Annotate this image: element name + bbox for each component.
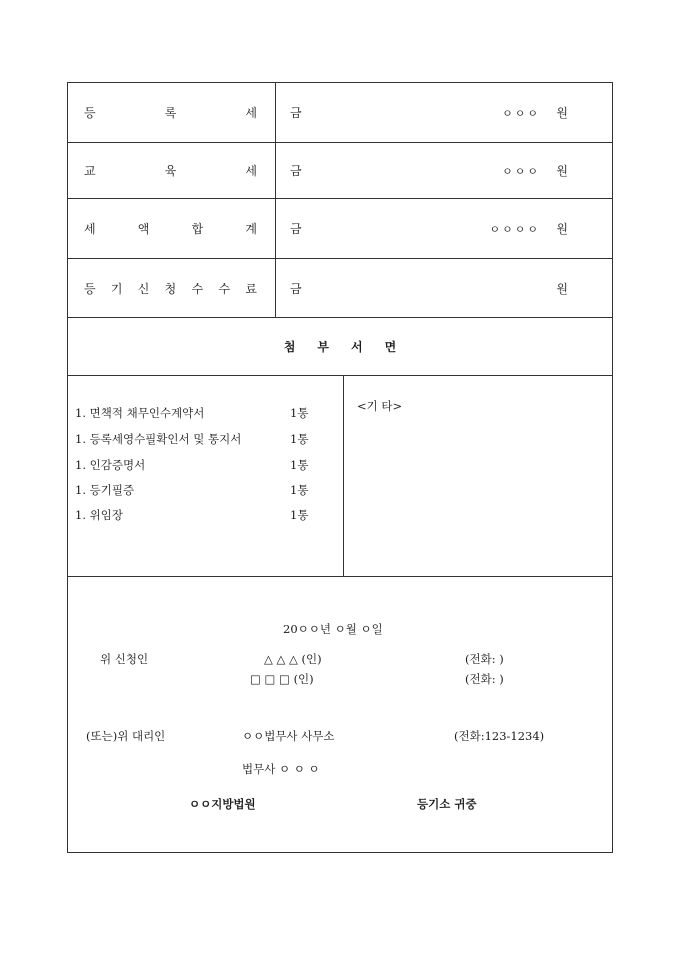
attachment-qty: 1통: [290, 406, 309, 420]
attachment-item: 1. 위임장: [75, 508, 123, 522]
applicant-1: △ △ △ (인): [264, 652, 322, 666]
fee-unit: 원: [556, 106, 568, 120]
fee-label-char: 세: [84, 222, 96, 236]
fee-amount: ㅇㅇㅇ: [502, 106, 540, 120]
agent-phone: (전화:123-1234): [454, 729, 545, 743]
fee-label-char: 합: [191, 222, 204, 236]
fee-label-char: 등: [84, 281, 96, 296]
other-label: <기 타>: [357, 399, 403, 413]
agent-office: ㅇㅇ법무사 사무소: [242, 729, 335, 743]
registration-application-form: [67, 82, 613, 853]
attachments-list: [68, 376, 344, 576]
fee-row-registration-fee: [68, 259, 612, 318]
fee-label-char: 수: [218, 281, 231, 296]
attachment-item: 1. 등기필증: [75, 483, 135, 497]
fee-label: [68, 259, 276, 317]
attachment-qty: 1통: [290, 458, 309, 472]
fee-label-char: 육: [164, 164, 177, 178]
fee-unit: 원: [556, 164, 568, 178]
applicant-2: □ □ □ (인): [250, 672, 314, 686]
fee-amount: ㅇㅇㅇ: [502, 164, 540, 178]
applicant-label: 위 신청인: [100, 652, 149, 666]
attachments-title: 첨부서면: [68, 318, 612, 376]
fee-label-char: 교: [84, 164, 96, 178]
fee-label: [68, 143, 276, 198]
fee-label: [68, 83, 276, 142]
attachment-qty: 1통: [290, 432, 309, 446]
attachment-qty: 1통: [290, 483, 309, 497]
fee-label-char: 계: [245, 222, 257, 236]
fee-label: [68, 199, 276, 258]
attachments-section: [68, 376, 612, 577]
fee-label-char: 세: [245, 164, 257, 178]
attachment-item: 1. 인감증명서: [75, 458, 146, 472]
fee-label-char: 액: [137, 222, 150, 236]
attachment-item: 1. 면책적 채무인수계약서: [75, 406, 205, 420]
fee-unit: 원: [556, 222, 568, 236]
fee-currency: 금: [290, 164, 302, 178]
application-date: 20ㅇㅇ년 ㅇ월 ㅇ일: [283, 622, 383, 636]
fee-currency: 금: [290, 281, 302, 296]
fee-label-char: 세: [245, 106, 257, 120]
applicant-2-phone: (전화: ): [465, 672, 504, 686]
agent-name: 법무사 ㅇ ㅇ ㅇ: [242, 762, 320, 776]
fee-label-char: 신: [137, 281, 150, 296]
fee-unit: 원: [556, 281, 568, 296]
fee-label-char: 청: [164, 281, 177, 296]
fee-currency: 금: [290, 222, 302, 236]
fee-currency: 금: [290, 106, 302, 120]
attachment-item: 1. 등록세영수필확인서 및 통지서: [75, 432, 242, 446]
attachment-qty: 1통: [290, 508, 309, 522]
fee-label-char: 료: [245, 281, 257, 296]
court-name: ㅇㅇ지방법원: [189, 797, 256, 811]
fee-label-char: 등: [84, 106, 96, 120]
fee-row-registration-tax: [68, 83, 612, 143]
fee-label-char: 기: [110, 281, 123, 296]
fee-label-char: 록: [164, 106, 177, 120]
fee-amount: ㅇㅇㅇㅇ: [489, 222, 540, 236]
agent-label: (또는)위 대리인: [86, 729, 166, 743]
fee-label-char: 수: [191, 281, 204, 296]
fee-row-tax-total: [68, 199, 612, 259]
fee-row-education-tax: [68, 143, 612, 199]
applicant-1-phone: (전화: ): [465, 652, 504, 666]
registry-office: 등기소 귀중: [417, 797, 477, 811]
